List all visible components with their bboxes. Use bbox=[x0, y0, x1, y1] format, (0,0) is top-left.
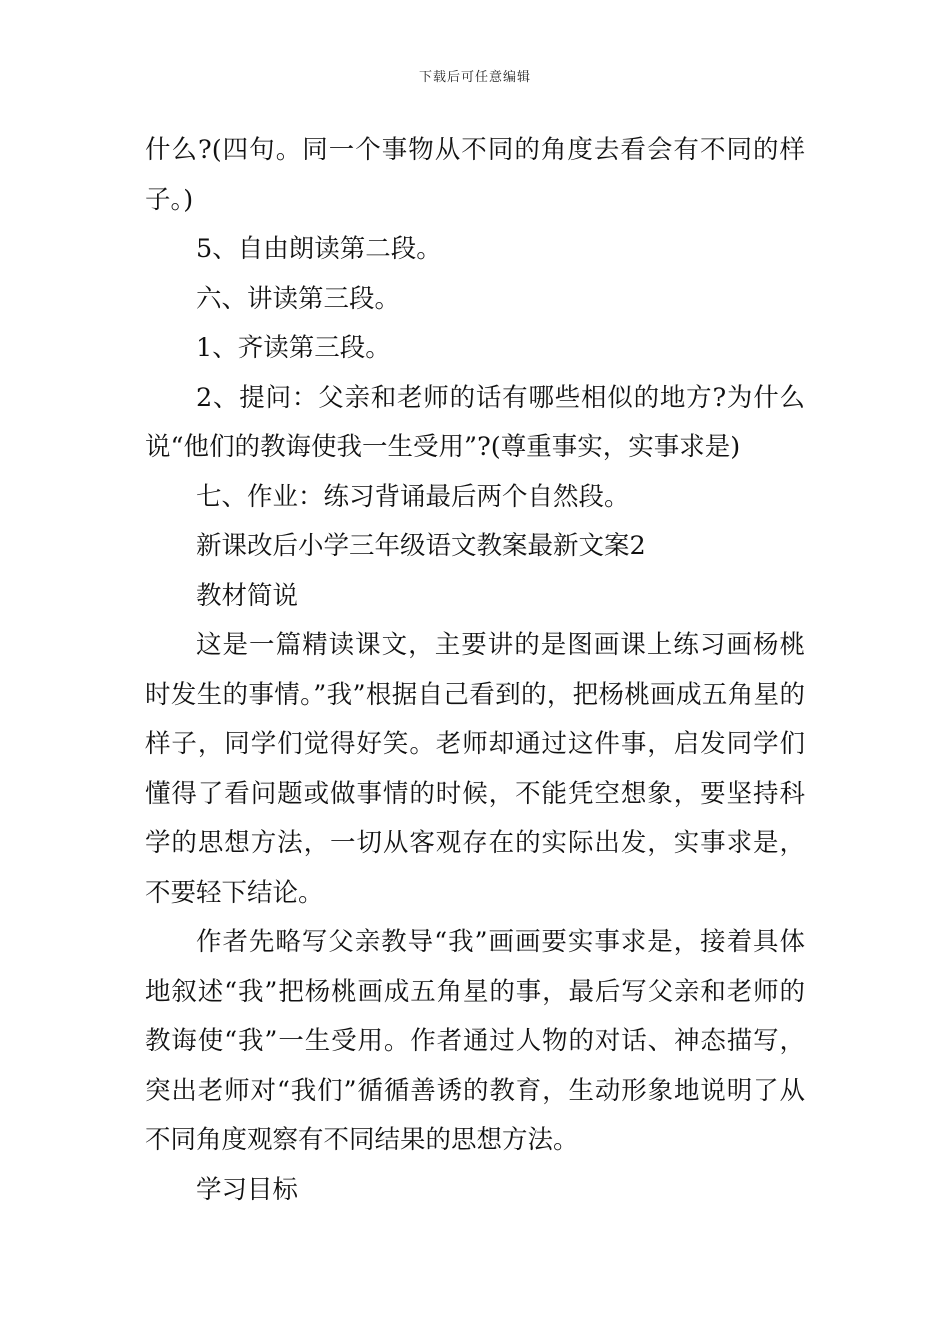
subheading-learning-goals: 学习目标 bbox=[196, 1174, 299, 1205]
paragraph-material-description: 这是一篇精读课文，主要讲的是图画课上练习画杨桃时发生的事情。”我”根据自己看到的，把杨桃画成五角星的样子，同学们觉得好笑。老师却通过这件事，启发同学们懂得了看问题或做事情的时候，不能凭空想象，要坚持科学的思想方法，一切从客观存在的实际出发，实事求是，不要轻下结论。 bbox=[145, 630, 805, 908]
paragraph-author-approach: 作者先略写父亲教导“我”画画要实事求是，接着具体地叙述“我”把杨桃画成五角星的事，最后写父亲和老师的教诲使“我”一生受用。作者通过人物的对话、神态描写，突出老师对“我们”循循善诱的教育，生动形象地说明了从不同角度观察有不同结果的思想方法。 bbox=[145, 927, 805, 1155]
section-title: 新课改后小学三年级语文教案最新文案2 bbox=[196, 531, 646, 561]
paragraph-section-6: 六、讲读第三段。 bbox=[196, 283, 401, 314]
page-header: 下载后可任意编辑 bbox=[418, 70, 531, 85]
document-body bbox=[145, 126, 805, 1215]
paragraph-section-7: 七、作业：练习背诵最后两个自然段。 bbox=[196, 481, 630, 512]
paragraph-step-2: 2、提问：父亲和老师的话有哪些相似的地方?为什么说“他们的教诲使我一生受用”?(尊重事实，实事求是) bbox=[145, 382, 805, 462]
paragraph-step-5: 5、自由朗读第二段。 bbox=[196, 234, 442, 264]
paragraph-step-1: 1、齐读第三段。 bbox=[196, 333, 391, 363]
subheading-material-overview: 教材简说 bbox=[196, 580, 299, 611]
paragraph-continuation: 什么?(四句。同一个事物从不同的角度去看会有不同的样子。) bbox=[145, 135, 805, 215]
